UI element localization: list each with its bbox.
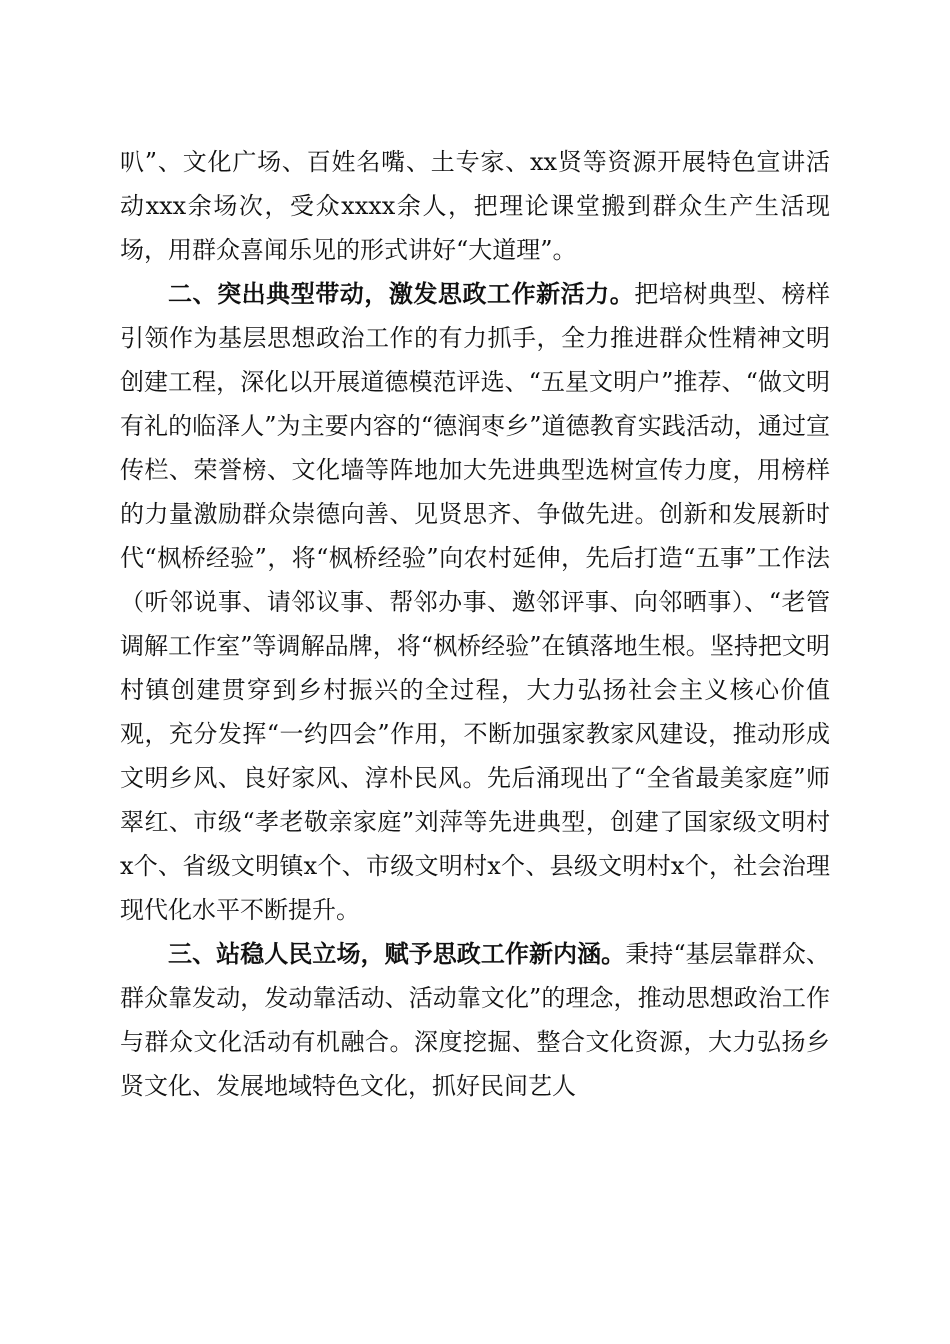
section-heading: 三、站稳人民立场，赋予思政工作新内涵。 [168, 940, 626, 968]
section-heading: 二、突出典型带动，激发思政工作新活力。 [168, 280, 635, 308]
paragraph-section-two [120, 272, 830, 932]
paragraph-body: 叭”、文化广场、百姓名嘴、土专家、xx贤等资源开展特色宣讲活动xxx余场次，受众xxxx余人，把理论课堂搬到群众生产生活现场，用群众喜闻乐见的形式讲好“大道理”。 [120, 148, 830, 264]
paragraph-section-three [120, 932, 830, 1108]
document-body [120, 140, 830, 1108]
paragraph-continuation [120, 140, 830, 272]
paragraph-body: 秉持“基层靠群众、群众靠发动，发动靠活动、活动靠文化”的理念，推动思想政治工作与群众文化活动有机融合。深度挖掘、整合文化资源，大力弘扬乡贤文化、发展地域特色文化，抓好民间艺人 [120, 940, 830, 1100]
paragraph-body: 把培树典型、榜样引领作为基层思想政治工作的有力抓手，全力推进群众性精神文明创建工程，深化以开展道德模范评选、“五星文明户”推荐、“做文明有礼的临泽人”为主要内容的“德润枣乡”道德教育实践活动，通过宣传栏、荣誉榜、文化墙等阵地加大先进典型选树宣传力度，用榜样的力量激励群众崇德向善、见贤思齐、争做先进。创新和发展新时代“枫桥经验”，将“枫桥经验”向农村延伸，先后打造“五事”工作法（听邻说事、请邻议事、帮邻办事、邀邻评事、向邻晒事）、“老管调解工作室”等调解品牌，将“枫桥经验”在镇落地生根。坚持把文明村镇创建贯穿到乡村振兴的全过程，大力弘扬社会主义核心价值观，充分发挥“一约四会”作用，不断加强家教家风建设，推动形成文明乡风、良好家风、淳朴民风。先后涌现出了“全省最美家庭”师翠红、市级“孝老敬亲家庭”刘萍等先进典型，创建了国家级文明村x个、省级文明镇x个、市级文明村x个、县级文明村x个，社会治理现代化水平不断提升。 [120, 280, 831, 924]
